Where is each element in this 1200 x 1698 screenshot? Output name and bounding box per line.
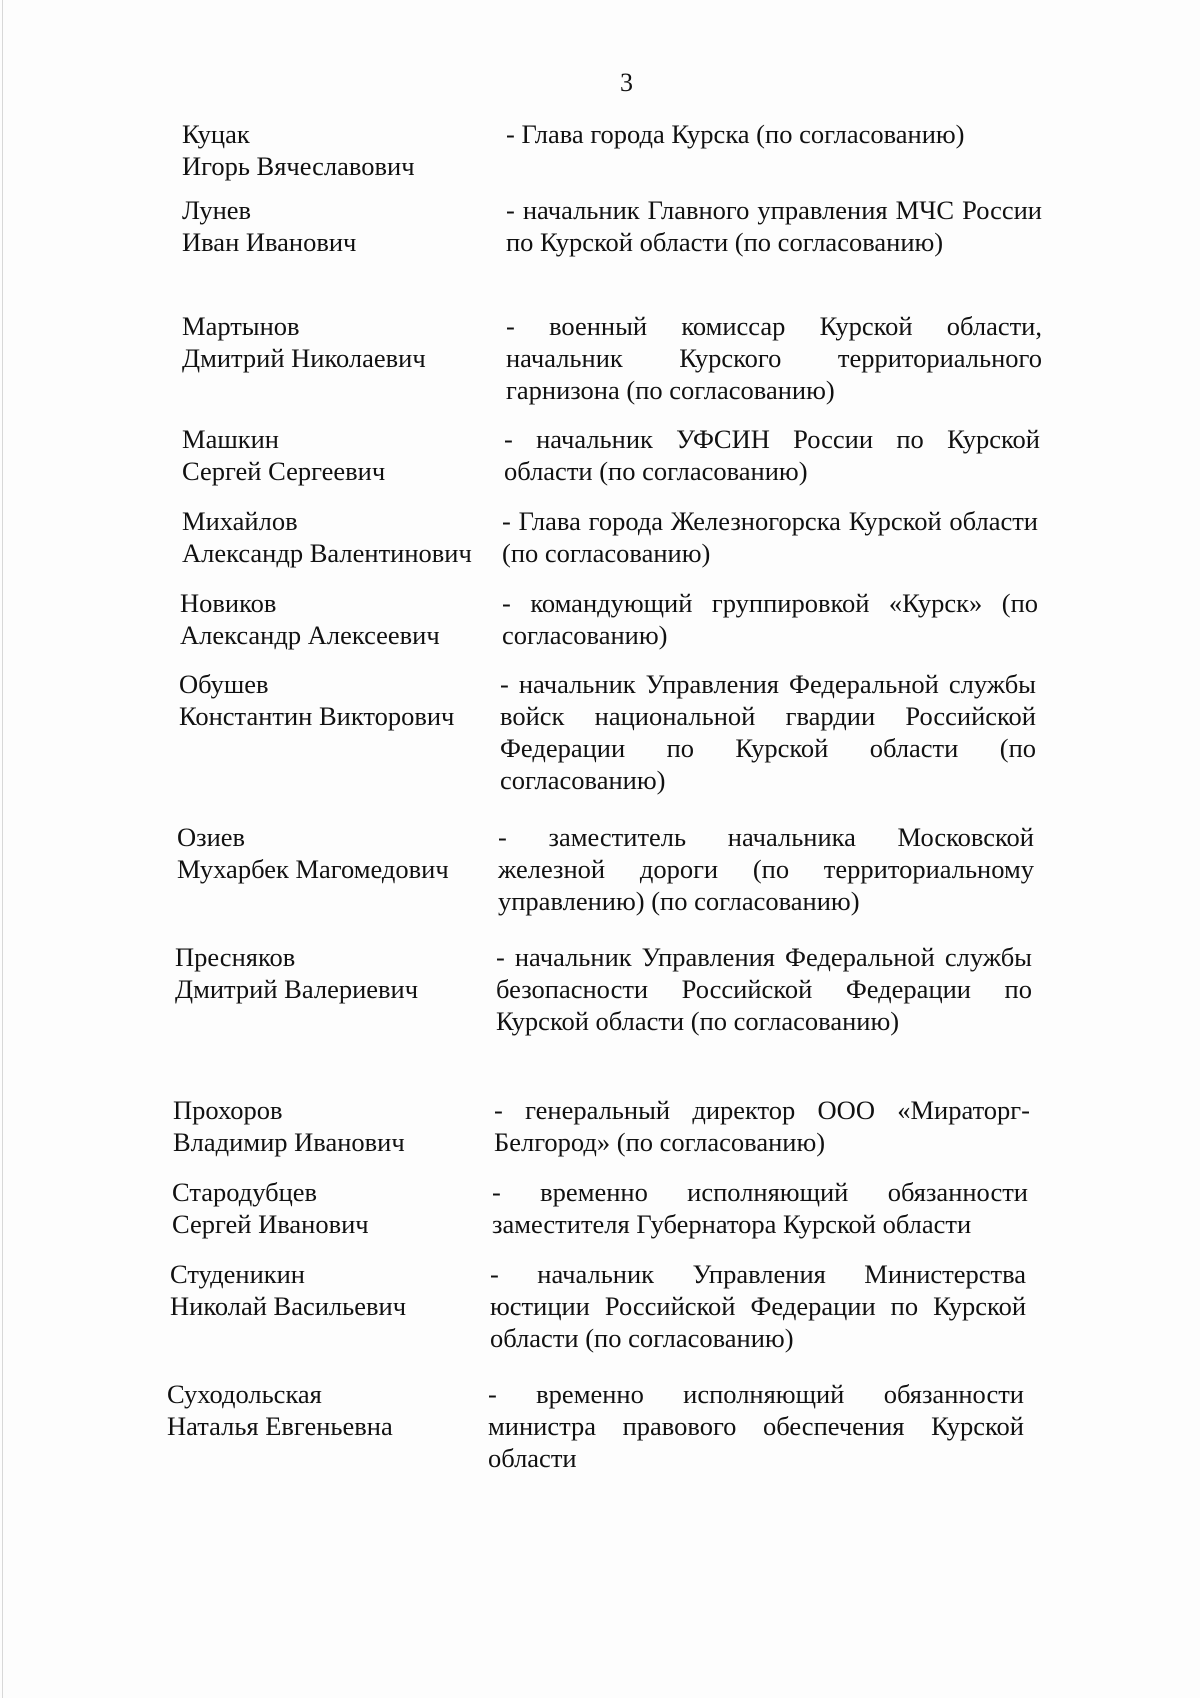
member-name [173, 1094, 503, 1158]
member-position: - начальник Главного управления МЧС России по Курской области (по согласованию) [506, 195, 1042, 257]
member-surname: Куцак [182, 119, 250, 149]
member-position: - Глава города Курска (по согласованию) [506, 119, 965, 149]
member-surname: Михайлов [182, 506, 298, 536]
member-name [172, 1176, 502, 1240]
member-surname: Суходольская [167, 1379, 322, 1409]
member-given-names: Дмитрий Валериевич [175, 974, 419, 1004]
member-name [180, 587, 510, 651]
member-name [182, 118, 512, 182]
member-name [170, 1258, 500, 1322]
list-item [170, 505, 1080, 568]
member-position: - начальник Управления Федеральной службы безопасности Российской Федерации по Курской области (по согласованию) [496, 942, 1032, 1036]
member-position: - заместитель начальника Московской железной дороги (по территориальному управлению) (по согласованию) [498, 822, 1034, 916]
list-item [170, 1094, 1080, 1157]
member-given-names: Сергей Иванович [172, 1209, 369, 1239]
list-item [170, 118, 1080, 181]
list-item [170, 1258, 1080, 1353]
member-given-names: Николай Васильевич [170, 1291, 407, 1321]
member-surname: Лунев [182, 195, 252, 225]
list-item [170, 1176, 1080, 1239]
member-position: - начальник Управления Министерства юстиции Российской Федерации по Курской области (по согласованию) [490, 1259, 1026, 1353]
member-name [182, 423, 512, 487]
member-surname: Машкин [182, 424, 279, 454]
member-surname: Пресняков [175, 942, 296, 972]
member-position: - начальник УФСИН России по Курской области (по согласованию) [504, 424, 1040, 486]
scan-edge-line [2, 0, 3, 1698]
member-given-names: Игорь Вячеславович [182, 151, 415, 181]
member-name [167, 1378, 497, 1442]
member-given-names: Александр Алексеевич [180, 620, 440, 650]
member-position: - командующий группировкой «Курск» (по согласованию) [502, 588, 1038, 650]
member-position: - начальник Управления Федеральной службы войск национальной гвардии Российской Федерации по Курской области (по согласованию) [500, 669, 1036, 795]
member-surname: Озиев [177, 822, 246, 852]
list-item [170, 587, 1080, 650]
member-surname: Стародубцев [172, 1177, 318, 1207]
member-name [175, 941, 505, 1005]
list-item [170, 821, 1080, 916]
list-item [170, 194, 1080, 257]
member-position: - Глава города Железногорска Курской области (по согласованию) [502, 506, 1038, 568]
member-given-names: Дмитрий Николаевич [182, 343, 426, 373]
member-given-names: Мухарбек Магомедович [177, 854, 449, 884]
member-surname: Новиков [180, 588, 277, 618]
member-given-names: Иван Иванович [182, 227, 357, 257]
member-name [179, 668, 509, 732]
member-name [177, 821, 507, 885]
member-given-names: Наталья Евгеньевна [167, 1411, 393, 1441]
member-surname: Мартынов [182, 311, 300, 341]
member-position: - военный комиссар Курской области, начальник Курского территориального гарнизона (по согласованию) [506, 311, 1042, 405]
member-given-names: Владимир Иванович [173, 1127, 405, 1157]
page-number: 3 [620, 68, 633, 97]
member-name [182, 310, 512, 374]
list-item [170, 668, 1080, 795]
member-name [182, 194, 512, 258]
member-position: - временно исполняющий обязанности заместителя Губернатора Курской области [492, 1177, 1028, 1239]
member-surname: Обушев [179, 669, 269, 699]
list-item [170, 941, 1080, 1036]
member-position: - генеральный директор ООО «Мираторг-Белгород» (по согласованию) [494, 1095, 1030, 1157]
member-surname: Прохоров [173, 1095, 283, 1125]
member-given-names: Константин Викторович [179, 701, 455, 731]
list-item [167, 1378, 1080, 1473]
member-name [182, 505, 512, 569]
list-item [170, 423, 1080, 486]
member-given-names: Александр Валентинович [182, 538, 472, 568]
list-item [170, 310, 1080, 405]
member-surname: Студеникин [170, 1259, 305, 1289]
member-given-names: Сергей Сергеевич [182, 456, 386, 486]
member-position: - временно исполняющий обязанности министра правового обеспечения Курской области [488, 1379, 1024, 1473]
